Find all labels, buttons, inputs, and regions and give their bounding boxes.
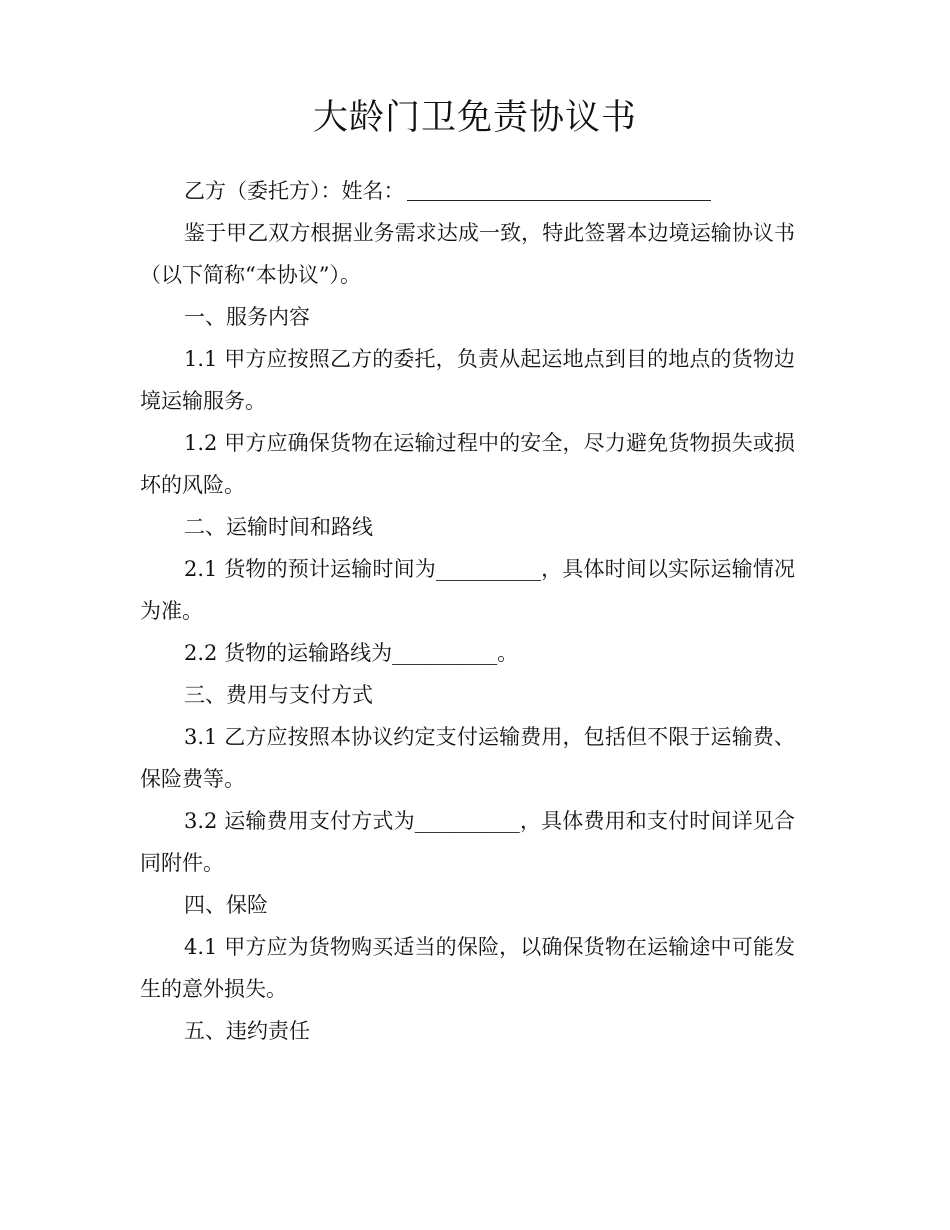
section-heading-2: 二、运输时间和路线 — [184, 515, 373, 539]
clause-1-2: 1.2 甲方应确保货物在运输过程中的安全，尽力避免货物损失或损坏的风险。 — [140, 431, 795, 497]
clause-1-1: 1.1 甲方应按照乙方的委托，负责从起运地点到目的地点的货物边境运输服务。 — [140, 347, 795, 413]
party-b-label: 乙方（委托方）：姓名： — [184, 179, 405, 203]
clause-4-1: 4.1 甲方应为货物购买适当的保险，以确保货物在运输途中可能发生的意外损失。 — [140, 935, 795, 1001]
party-b-name-blank — [407, 176, 711, 201]
party-b-line — [140, 170, 795, 212]
section-heading-4: 四、保险 — [184, 893, 268, 917]
clause-2-1: 2.1 货物的预计运输时间为__________，具体时间以实际运输情况为准。 — [140, 557, 795, 623]
intro-paragraph: 鉴于甲乙双方根据业务需求达成一致，特此签署本边境运输协议书（以下简称“本协议”）。 — [140, 221, 795, 287]
clause-2-2: 2.2 货物的运输路线为__________。 — [184, 641, 519, 665]
section-heading-5: 五、违约责任 — [184, 1019, 310, 1043]
document-body — [140, 170, 795, 1052]
clause-3-1: 3.1 乙方应按照本协议约定支付运输费用，包括但不限于运输费、保险费等。 — [140, 725, 795, 791]
clause-3-2: 3.2 运输费用支付方式为__________，具体费用和支付时间详见合同附件。 — [140, 809, 795, 875]
section-heading-3: 三、费用与支付方式 — [184, 683, 373, 707]
section-heading-1: 一、服务内容 — [184, 305, 310, 329]
document-title: 大龄门卫免责协议书 — [312, 98, 637, 138]
